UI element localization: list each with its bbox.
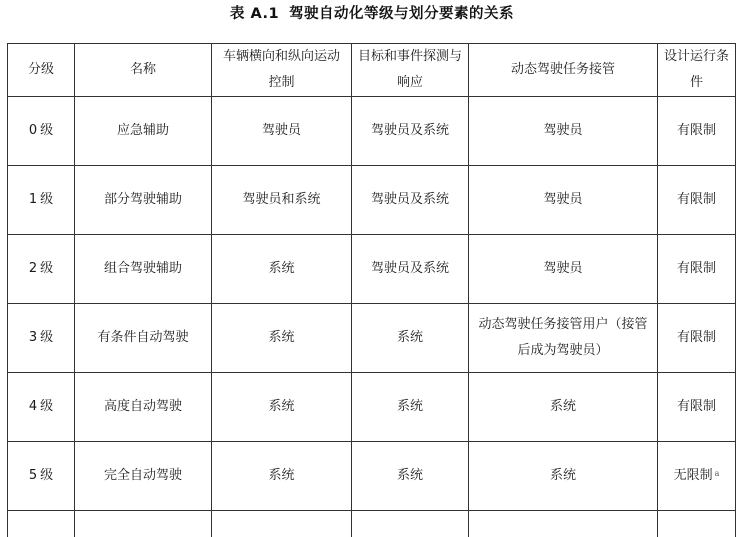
level-unit: 级 xyxy=(40,123,53,138)
empty-cell xyxy=(75,511,212,537)
name-cell: 高度自动驾驶 xyxy=(75,373,212,442)
level-cell xyxy=(8,235,75,304)
header-takeover: 动态驾驶任务接管 xyxy=(469,44,658,97)
table-row xyxy=(8,373,736,442)
motion-control-cell: 系统 xyxy=(212,235,352,304)
table-row xyxy=(8,166,736,235)
level-cell xyxy=(8,97,75,166)
motion-control-cell: 系统 xyxy=(212,442,352,511)
detection-response-cell: 驾驶员及系统 xyxy=(352,97,469,166)
automation-levels-table xyxy=(7,43,736,537)
level-unit: 级 xyxy=(40,330,53,345)
odd-cell: 有限制 xyxy=(658,373,736,442)
name-cell: 有条件自动驾驶 xyxy=(75,304,212,373)
name-cell: 组合驾驶辅助 xyxy=(75,235,212,304)
footnote-marker: a xyxy=(715,469,720,478)
table-title: 驾驶自动化等级与划分要素的关系 xyxy=(289,6,514,22)
empty-cell xyxy=(352,511,469,537)
level-number: 5 xyxy=(29,468,37,483)
level-unit: 级 xyxy=(40,261,53,276)
empty-cell xyxy=(658,511,736,537)
odd-cell xyxy=(658,442,736,511)
level-unit: 级 xyxy=(40,468,53,483)
level-number: 1 xyxy=(29,192,37,207)
name-cell: 部分驾驶辅助 xyxy=(75,166,212,235)
table-row xyxy=(8,442,736,511)
motion-control-cell: 系统 xyxy=(212,304,352,373)
level-cell xyxy=(8,304,75,373)
takeover-cell: 动态驾驶任务接管用户（接管后成为驾驶员） xyxy=(469,304,658,373)
level-number: 0 xyxy=(29,123,37,138)
detection-response-cell: 系统 xyxy=(352,373,469,442)
level-unit: 级 xyxy=(40,399,53,414)
header-motion-control: 车辆横向和纵向运动控制 xyxy=(212,44,352,97)
detection-response-cell: 驾驶员及系统 xyxy=(352,166,469,235)
header-row xyxy=(8,44,736,97)
takeover-cell: 驾驶员 xyxy=(469,166,658,235)
header-name: 名称 xyxy=(75,44,212,97)
takeover-cell: 驾驶员 xyxy=(469,97,658,166)
level-unit: 级 xyxy=(40,192,53,207)
table-continuation-row xyxy=(8,511,736,537)
odd-value: 无限制 xyxy=(674,468,713,483)
name-cell: 应急辅助 xyxy=(75,97,212,166)
level-cell xyxy=(8,442,75,511)
empty-cell xyxy=(212,511,352,537)
header-level: 分级 xyxy=(8,44,75,97)
level-cell xyxy=(8,373,75,442)
table-row xyxy=(8,235,736,304)
empty-cell xyxy=(469,511,658,537)
header-odd: 设计运行条件 xyxy=(658,44,736,97)
empty-cell xyxy=(8,511,75,537)
table-row xyxy=(8,304,736,373)
odd-cell: 有限制 xyxy=(658,166,736,235)
name-cell: 完全自动驾驶 xyxy=(75,442,212,511)
table-row xyxy=(8,97,736,166)
detection-response-cell: 系统 xyxy=(352,442,469,511)
takeover-cell: 系统 xyxy=(469,442,658,511)
level-number: 3 xyxy=(29,330,37,345)
detection-response-cell: 驾驶员及系统 xyxy=(352,235,469,304)
table-number: 表 A.1 xyxy=(230,6,279,22)
level-number: 2 xyxy=(29,261,37,276)
takeover-cell: 系统 xyxy=(469,373,658,442)
motion-control-cell: 驾驶员 xyxy=(212,97,352,166)
level-cell xyxy=(8,166,75,235)
level-number: 4 xyxy=(29,399,37,414)
odd-cell: 有限制 xyxy=(658,304,736,373)
motion-control-cell: 驾驶员和系统 xyxy=(212,166,352,235)
motion-control-cell: 系统 xyxy=(212,373,352,442)
odd-cell: 有限制 xyxy=(658,235,736,304)
table-caption xyxy=(0,2,744,26)
header-detection-response: 目标和事件探测与响应 xyxy=(352,44,469,97)
detection-response-cell: 系统 xyxy=(352,304,469,373)
takeover-cell: 驾驶员 xyxy=(469,235,658,304)
odd-cell: 有限制 xyxy=(658,97,736,166)
